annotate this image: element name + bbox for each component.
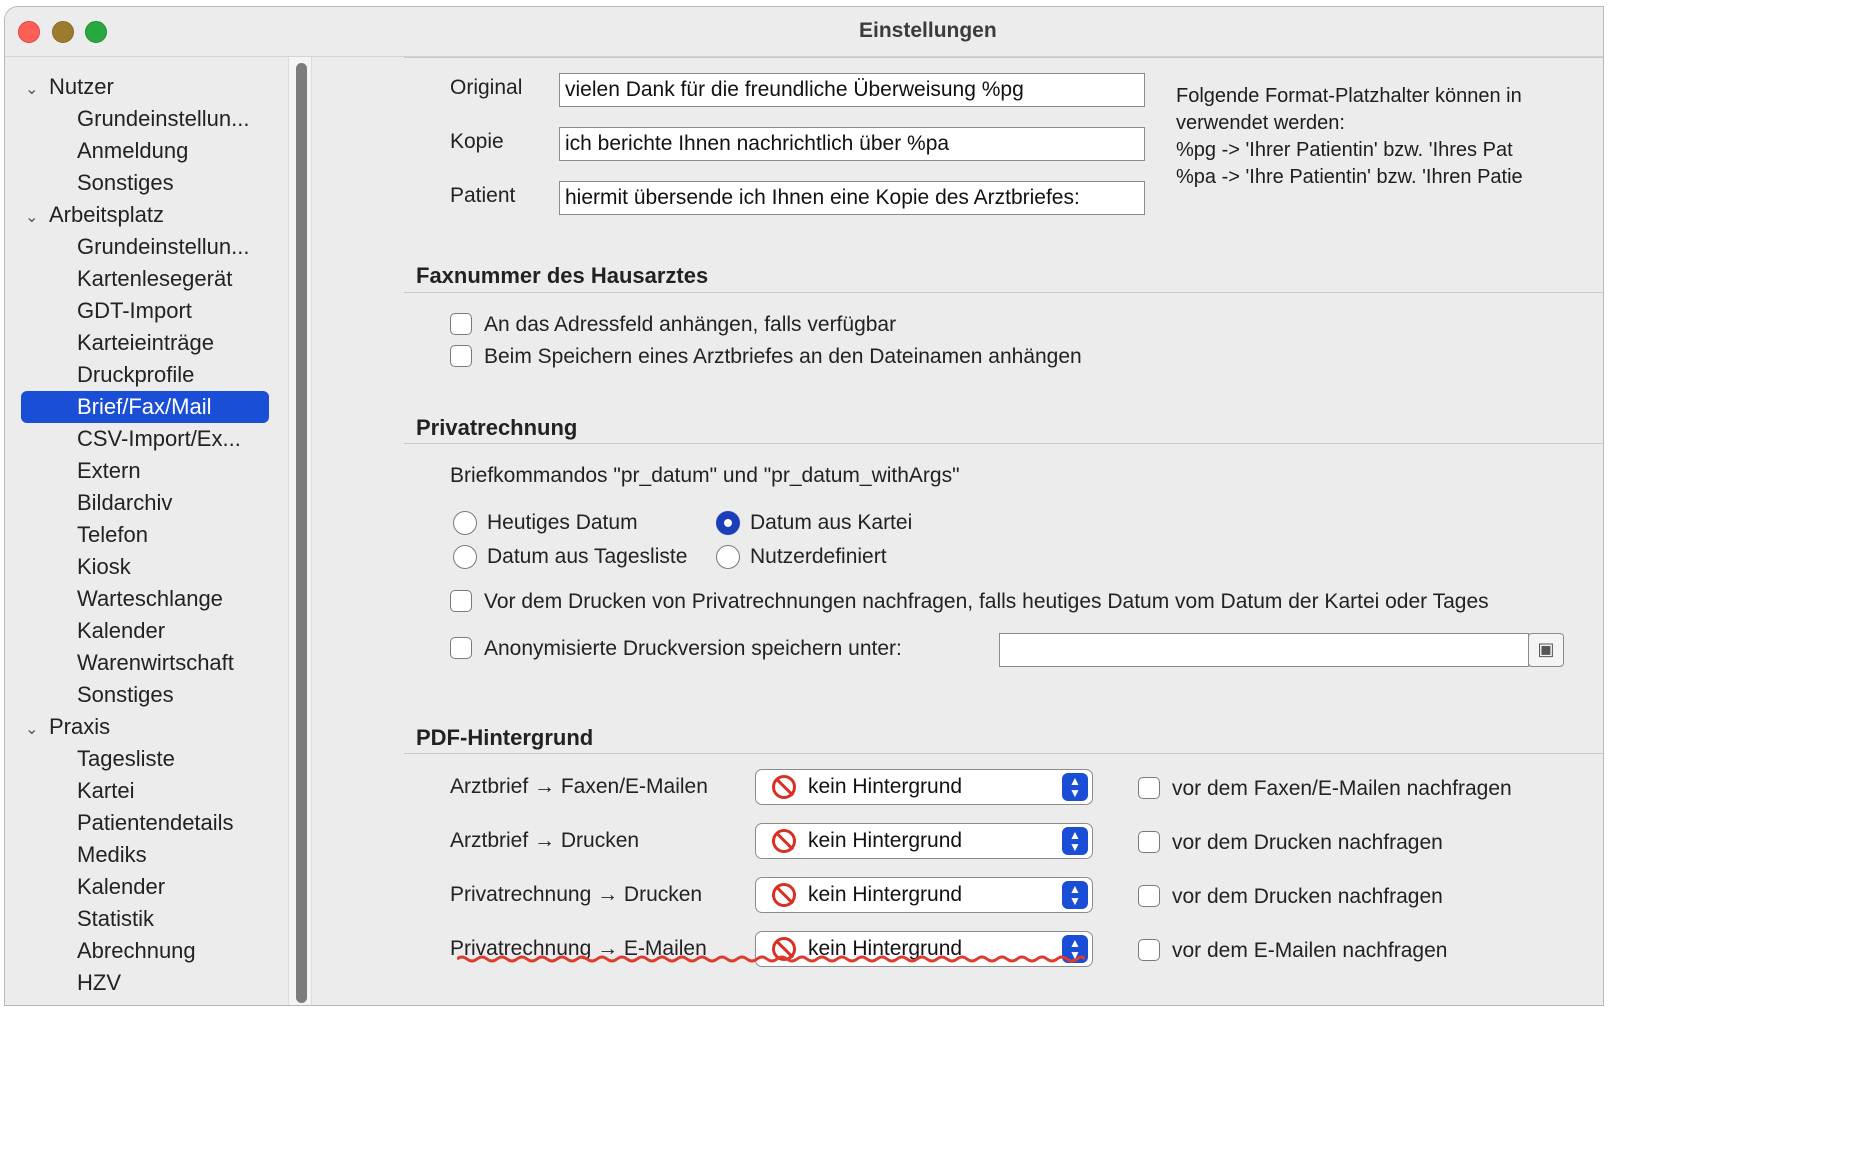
chevron-updown-icon: ▲ ▼ [1062, 827, 1088, 855]
sidebar-group-arbeitsplatz[interactable] [25, 199, 164, 231]
radio-nutzerdefiniert[interactable] [716, 545, 740, 569]
chevron-updown-icon: ▲ ▼ [1062, 935, 1088, 963]
sidebar-item-kiosk[interactable]: Kiosk [77, 554, 131, 579]
sidebar-item-brief-fax-mail[interactable]: Brief/Fax/Mail [77, 394, 212, 419]
original-label: Original [450, 76, 523, 99]
sidebar-item-mediks[interactable]: Mediks [77, 842, 147, 867]
pdf-ask-arztbrief-drucken-checkbox[interactable] [1138, 831, 1160, 853]
prohibited-icon [772, 775, 796, 799]
anonym-speichern-checkbox[interactable] [450, 637, 472, 659]
radio-heutiges-datum-label: Heutiges Datum [487, 511, 638, 534]
sidebar-item-kartenlesegeraet[interactable]: Kartenlesegerät [77, 266, 233, 291]
chevron-down-icon[interactable]: ⌄ [25, 209, 39, 226]
sidebar-group-label: Nutzer [49, 74, 114, 99]
settings-window [4, 6, 1604, 1006]
sidebar-item-arbeitsplatz-sonstiges[interactable]: Sonstiges [77, 682, 174, 707]
title-bar [5, 7, 1603, 57]
sidebar-item-patientendetails[interactable]: Patientendetails [77, 810, 234, 835]
help-line: %pa -> 'Ihre Patientin' bzw. 'Ihren Patie [1176, 166, 1523, 188]
pdf-row-label: Privatrechnung → Drucken [450, 883, 703, 906]
minimize-window-button[interactable] [52, 21, 74, 43]
pdf-arztbrief-fax-select[interactable] [755, 769, 1093, 805]
sidebar-item-extern[interactable]: Extern [77, 458, 141, 483]
sidebar-item-hzv[interactable]: HZV [77, 970, 121, 995]
privat-divider [404, 443, 1604, 444]
top-divider [404, 57, 1604, 58]
sidebar-item-gdt-import[interactable]: GDT-Import [77, 298, 192, 323]
chevron-updown-icon: ▲ ▼ [1062, 881, 1088, 909]
radio-datum-aus-kartei-label: Datum aus Kartei [750, 511, 913, 534]
pdf-ask-label: vor dem Faxen/E-Mailen nachfragen [1172, 777, 1512, 800]
sidebar-item-bildarchiv[interactable]: Bildarchiv [77, 490, 173, 515]
sidebar-group-label: Arbeitsplatz [49, 202, 164, 227]
pdf-ask-privat-email-checkbox[interactable] [1138, 939, 1160, 961]
fax-section-title: Faxnummer des Hausarztes [416, 263, 709, 288]
fax-dateiname-checkbox[interactable] [450, 345, 472, 367]
sidebar-scrollbar[interactable] [288, 57, 312, 1006]
sidebar [5, 57, 288, 1006]
radio-datum-aus-tagesliste-label: Datum aus Tagesliste [487, 545, 688, 568]
anonym-speichern-label: Anonymisierte Druckversion speichern unter: [484, 637, 902, 660]
sidebar-item-nutzer-grundeinstellungen[interactable]: Grundeinstellun... [77, 106, 250, 131]
radio-heutiges-datum[interactable] [453, 511, 477, 535]
pdf-divider [404, 753, 1604, 754]
sidebar-item-kartei[interactable]: Kartei [77, 778, 135, 803]
chevron-updown-icon: ▲ ▼ [1062, 773, 1088, 801]
original-text-field[interactable]: vielen Dank für die freundliche Überweisung %pg [559, 73, 1145, 107]
pdf-ask-label: vor dem E-Mailen nachfragen [1172, 939, 1448, 962]
sidebar-scrollbar-thumb[interactable] [296, 63, 307, 1003]
sidebar-item-warteschlange[interactable]: Warteschlange [77, 586, 223, 611]
privat-section-title: Privatrechnung [416, 415, 578, 440]
pdf-row-label: Arztbrief → Drucken [450, 829, 640, 852]
red-highlight-squiggle [457, 955, 1085, 963]
sidebar-item-anmeldung[interactable]: Anmeldung [77, 138, 189, 163]
close-window-button[interactable] [18, 21, 40, 43]
pdf-row-label: Privatrechnung → E-Mailen [450, 937, 707, 960]
prohibited-icon [772, 829, 796, 853]
sidebar-item-tagesliste[interactable]: Tagesliste [77, 746, 175, 771]
sidebar-item-arbeitsplatz-grundeinstellungen[interactable]: Grundeinstellun... [77, 234, 250, 259]
window-title: Einstellungen [859, 19, 997, 42]
settings-content [312, 57, 1604, 1006]
help-line: verwendet werden: [1176, 112, 1345, 134]
sidebar-item-csv-import-export[interactable]: CSV-Import/Ex... [77, 426, 241, 451]
radio-datum-aus-tagesliste[interactable] [453, 545, 477, 569]
sidebar-item-nutzer-sonstiges[interactable]: Sonstiges [77, 170, 174, 195]
finder-icon[interactable]: ▣ [1528, 633, 1564, 667]
pdf-section-title: PDF-Hintergrund [416, 725, 594, 750]
anonym-path-field[interactable] [999, 633, 1529, 667]
vor-drucken-nachfragen-label: Vor dem Drucken von Privatrechnungen nachfragen, falls heutiges Datum vom Datum der Kartei oder Tages [484, 590, 1489, 613]
sidebar-item-telefon[interactable]: Telefon [77, 522, 148, 547]
help-line: Folgende Format-Platzhalter können in [1176, 85, 1522, 107]
radio-datum-aus-kartei[interactable] [716, 511, 740, 535]
help-line: %pg -> 'Ihrer Patientin' bzw. 'Ihres Pat [1176, 139, 1513, 161]
placeholder-help-text [1176, 83, 1523, 191]
fax-adressfeld-label: An das Adressfeld anhängen, falls verfügbar [484, 313, 897, 336]
pdf-ask-label: vor dem Drucken nachfragen [1172, 885, 1443, 908]
pdf-row-label: Arztbrief → Faxen/E-Mailen [450, 775, 708, 798]
prohibited-icon [772, 883, 796, 907]
select-value: kein Hintergrund [808, 937, 963, 960]
select-value: kein Hintergrund [808, 883, 963, 906]
pdf-ask-fax-checkbox[interactable] [1138, 777, 1160, 799]
pdf-privat-drucken-select[interactable] [755, 877, 1093, 913]
pdf-arztbrief-drucken-select[interactable] [755, 823, 1093, 859]
chevron-down-icon[interactable]: ⌄ [25, 721, 39, 738]
zoom-window-button[interactable] [85, 21, 107, 43]
kopie-label: Kopie [450, 130, 504, 153]
pdf-ask-label: vor dem Drucken nachfragen [1172, 831, 1443, 854]
sidebar-item-praxis-kalender[interactable]: Kalender [77, 874, 166, 899]
select-value: kein Hintergrund [808, 829, 963, 852]
pdf-ask-privat-drucken-checkbox[interactable] [1138, 885, 1160, 907]
sidebar-item-statistik[interactable]: Statistik [77, 906, 155, 931]
sidebar-item-abrechnung[interactable]: Abrechnung [77, 938, 196, 963]
kopie-text-field[interactable]: ich berichte Ihnen nachrichtlich über %pa [559, 127, 1145, 161]
radio-nutzerdefiniert-label: Nutzerdefiniert [750, 545, 887, 568]
chevron-down-icon[interactable]: ⌄ [25, 81, 39, 98]
sidebar-item-druckprofile[interactable]: Druckprofile [77, 362, 195, 387]
patient-text-field[interactable]: hiermit übersende ich Ihnen eine Kopie des Arztbriefes: [559, 181, 1145, 215]
fax-adressfeld-checkbox[interactable] [450, 313, 472, 335]
sidebar-group-label: Praxis [49, 714, 111, 739]
patient-label: Patient [450, 184, 516, 207]
sidebar-group-praxis[interactable] [25, 711, 110, 743]
sidebar-item-warenwirtschaft[interactable]: Warenwirtschaft [77, 650, 234, 675]
privat-subtitle: Briefkommandos "pr_datum" und "pr_datum_withArgs" [450, 464, 960, 487]
sidebar-item-karteieintraege[interactable]: Karteieinträge [77, 330, 214, 355]
sidebar-item-arbeitsplatz-kalender[interactable]: Kalender [77, 618, 166, 643]
sidebar-group-nutzer[interactable] [25, 71, 114, 103]
fax-dateiname-label: Beim Speichern eines Arztbriefes an den Dateinamen anhängen [484, 345, 1082, 368]
select-value: kein Hintergrund [808, 775, 963, 798]
fax-divider [404, 292, 1604, 293]
vor-drucken-nachfragen-checkbox[interactable] [450, 590, 472, 612]
